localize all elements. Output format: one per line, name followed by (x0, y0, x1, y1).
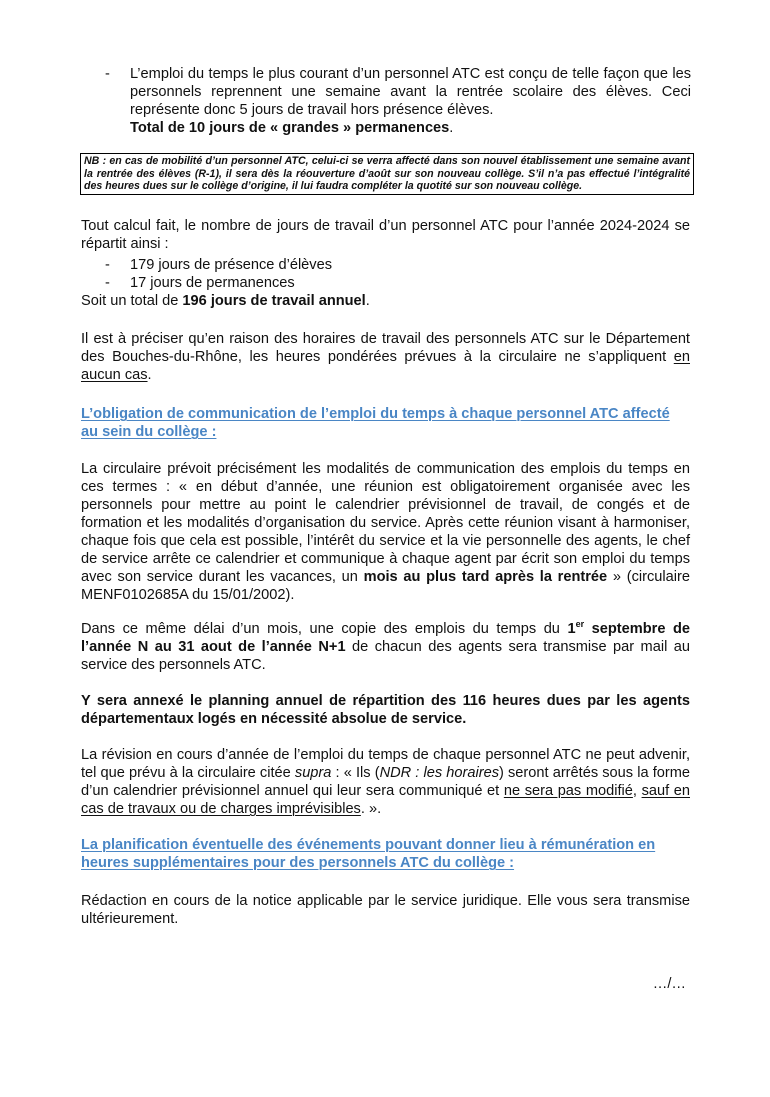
annexe-paragraph: Y sera annexé le planning annuel de répartition des 116 heures dues par les agents départementaux logés en nécessité absolue de service. (81, 693, 690, 727)
bullet-dash: - (105, 257, 110, 273)
delai-mois: mois au plus tard après la rentrée (363, 569, 608, 585)
date-range: 1er septembre de l’année N au 31 aout de l’année N+1 (81, 619, 690, 655)
bullet-dash: - (105, 66, 110, 82)
redaction-paragraph: Rédaction en cours de la notice applicable par le service juridique. Elle vous sera transmise ultérieurement. (81, 893, 690, 927)
calc-section (81, 217, 690, 253)
calc-item (105, 274, 691, 292)
total-days: 196 jours de travail annuel (182, 293, 366, 309)
sauf-travaux: sauf en cas de travaux ou de charges imprévisibles (81, 783, 690, 817)
nb-box: NB : en cas de mobilité d’un personnel ATC, celui-ci se verra affecté dans son nouvel établissement une semaine avant la rentrée des élèves (R-1), il sera dès la réouverture d’août sur son nouveau collège. S’il n’a pas effectué l’intégralité des heures dues sur le collège d’origine, il lui faudra compléter la quotité sur son nouveau collège. (80, 153, 694, 195)
intro-bullet (105, 65, 691, 137)
section-heading-communication: L’obligation de communication de l’emploi du temps à chaque personnel ATC affecté au sein du collège : (81, 406, 670, 440)
continuation-mark: …/… (652, 976, 686, 992)
total-permanences: Total de 10 jours de « grandes » permanences (130, 120, 450, 136)
calc-item (105, 256, 691, 274)
ponderees-paragraph: Il est à préciser qu’en raison des horaires de travail des personnels ATC sur le Département des Bouches-du-Rhône, les heures pondérées prévues à la circulaire ne s’appliquent en aucun cas. (81, 331, 690, 383)
calc-item-text: 179 jours de présence d’élèves (130, 257, 333, 273)
revision-paragraph: La révision en cours d’année de l’emploi du temps de chaque personnel ATC ne peut advenir, tel que prévu à la circulaire citée supra : « Ils (NDR : les horaires) seront arrêtés sous la forme d’un calendrier prévisionnel annuel qui leur sera communiqué et ne sera pas modifié, sauf en cas de travaux ou de charges imprévisibles. ». (81, 747, 691, 817)
circulaire-paragraph: La circulaire prévoit précisément les modalités de communication des emplois du temps en ces termes : « en début d’année, une réunion est obligatoirement organisée avec les personnels pour mettre au point le calendrier prévisionnel de travail, de congés et de formation et les modalités d’organisation du service. Après cette réunion visant à harmoniser, chaque fois que cela est possible, l’intérêt du service et la vie personnelle des agents, le chef de service arrête ce calendrier et communique à chaque agent par écrit son emploi du temps avec son service durant les vacances, un mois au plus tard après la rentrée » (circulaire MENF0102685A du 15/01/2002). (81, 461, 690, 603)
en-aucun-cas: en aucun cas (81, 349, 690, 383)
intro-bullet-text: L’emploi du temps le plus courant d’un personnel ATC est conçu de telle façon que les personnels reprennent une semaine avant la rentrée scolaire des élèves. Ceci représente donc 5 jours de travail hors présence élèves. Total de 10 jours de « grandes » permanences. (130, 66, 691, 136)
delai-paragraph: Dans ce même délai d’un mois, une copie des emplois du temps du 1er septembre de l’année N au 31 aout de l’année N+1 de chacun des agents sera transmise par mail au service des personnels ATC. (81, 619, 690, 673)
calc-intro: Tout calcul fait, le nombre de jours de travail d’un personnel ATC pour l’année 2024-2024 se répartit ainsi : (81, 218, 690, 252)
calc-item-text: 17 jours de permanences (130, 275, 295, 291)
section-heading-planification: La planification éventuelle des événements pouvant donner lieu à rémunération en heures supplémentaires pour des personnels ATC du collège : (81, 837, 656, 871)
bullet-dash: - (105, 275, 110, 291)
calc-total: Soit un total de 196 jours de travail annuel. (81, 293, 370, 309)
ne-sera-pas-modifie: ne sera pas modifié (503, 783, 633, 799)
